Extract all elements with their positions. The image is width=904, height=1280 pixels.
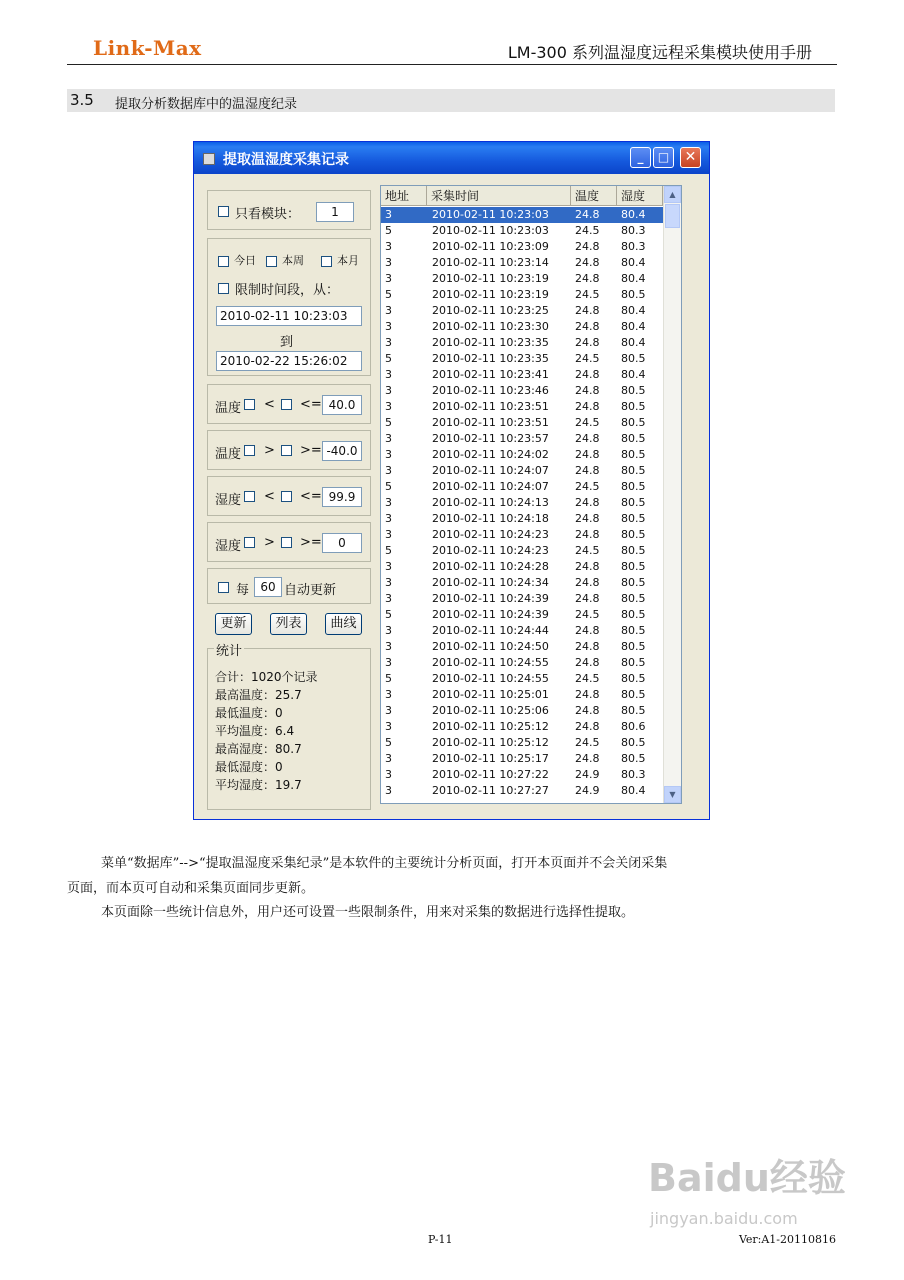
cell-humidity: 80.5 [621,672,646,685]
cell-time: 2010-02-11 10:24:07 [432,464,549,477]
cell-address: 3 [385,512,392,525]
cell-temperature: 24.8 [575,272,600,285]
filter-operator-1: > [264,535,275,550]
filter-checkbox-2[interactable] [281,537,292,548]
cell-humidity: 80.5 [621,352,646,365]
today-checkbox[interactable] [218,256,229,267]
auto-update-interval-input[interactable]: 60 [254,577,282,597]
filter-checkbox-2[interactable] [281,399,292,410]
table-row[interactable] [381,543,663,559]
stat-max-humidity: 最高湿度：80.7 [215,742,302,756]
cell-humidity: 80.5 [621,560,646,573]
cell-temperature: 24.8 [575,496,600,509]
cell-humidity: 80.3 [621,768,646,781]
cell-time: 2010-02-11 10:24:23 [432,544,549,557]
cell-address: 3 [385,640,392,653]
cell-humidity: 80.6 [621,720,646,733]
cell-time: 2010-02-11 10:24:23 [432,528,549,541]
cell-time: 2010-02-11 10:24:18 [432,512,549,525]
cell-humidity: 80.5 [621,464,646,477]
table-row[interactable] [381,351,663,367]
cell-temperature: 24.8 [575,624,600,637]
cell-address: 3 [385,256,392,269]
cell-address: 3 [385,448,392,461]
cell-temperature: 24.8 [575,432,600,445]
cell-temperature: 24.5 [575,416,600,429]
scroll-thumb[interactable] [665,204,680,228]
close-button[interactable]: ✕ [680,147,701,168]
watermark-logo: Baidu经验 [648,1156,846,1200]
week-checkbox[interactable] [266,256,277,267]
cell-temperature: 24.8 [575,400,600,413]
filter-operator-2: >= [300,443,322,458]
cell-humidity: 80.5 [621,656,646,669]
cell-address: 3 [385,368,392,381]
cell-temperature: 24.5 [575,352,600,365]
brand-logo: Link-Max [93,36,202,60]
temperature-max-filter [207,384,371,424]
cell-address: 3 [385,464,392,477]
cell-temperature: 24.8 [575,704,600,717]
cell-address: 3 [385,336,392,349]
table-row[interactable] [381,239,663,255]
cell-humidity: 80.5 [621,512,646,525]
cell-address: 3 [385,576,392,589]
cell-temperature: 24.5 [575,288,600,301]
filter-value-input[interactable]: 99.9 [322,487,362,507]
cell-humidity: 80.5 [621,752,646,765]
stat-avg-temperature: 平均温度：6.4 [215,724,295,738]
cell-humidity: 80.5 [621,448,646,461]
table-row[interactable] [381,255,663,271]
cell-time: 2010-02-11 10:25:12 [432,720,549,733]
minimize-button[interactable]: _ [630,147,651,168]
cell-time: 2010-02-11 10:24:07 [432,480,549,493]
cell-time: 2010-02-11 10:23:51 [432,416,549,429]
cell-time: 2010-02-11 10:25:01 [432,688,549,701]
table-row[interactable] [381,719,663,735]
list-header [381,186,681,206]
paragraph-1-line-1: 菜单“数据库”-->“提取温湿度采集纪录”是本软件的主要统计分析页面，打开本页面并不会关闭采集 [101,856,668,871]
cell-time: 2010-02-11 10:25:06 [432,704,549,717]
vertical-scrollbar[interactable] [663,186,681,803]
time-to-input[interactable]: 2010-02-22 15:26:02 [216,351,362,371]
cell-humidity: 80.5 [621,736,646,749]
cell-temperature: 24.8 [575,320,600,333]
cell-humidity: 80.5 [621,528,646,541]
cell-time: 2010-02-11 10:23:03 [432,224,549,237]
table-row[interactable] [381,335,663,351]
cell-temperature: 24.8 [575,528,600,541]
cell-temperature: 24.5 [575,608,600,621]
table-row[interactable] [381,783,663,799]
week-label: 本周 [282,254,304,267]
filter-value-input[interactable]: 0 [322,533,362,553]
column-header-temperature[interactable]: 温度 [571,186,617,206]
cell-temperature: 24.8 [575,720,600,733]
cell-temperature: 24.8 [575,240,600,253]
cell-time: 2010-02-11 10:24:39 [432,608,549,621]
scroll-down-button[interactable]: ▼ [664,786,681,803]
cell-temperature: 24.8 [575,592,600,605]
cell-temperature: 24.8 [575,656,600,669]
cell-address: 3 [385,432,392,445]
cell-time: 2010-02-11 10:27:27 [432,784,549,797]
table-row[interactable] [381,559,663,575]
cell-address: 3 [385,704,392,717]
cell-address: 5 [385,480,392,493]
stat-min-temperature: 最低温度：0 [215,706,283,720]
cell-address: 3 [385,208,392,221]
cell-temperature: 24.8 [575,512,600,525]
today-label: 今日 [234,254,256,267]
cell-time: 2010-02-11 10:24:28 [432,560,549,573]
to-label: 到 [280,335,294,350]
cell-address: 3 [385,592,392,605]
table-row[interactable] [381,495,663,511]
section-heading [67,89,835,112]
table-row[interactable] [381,415,663,431]
auto-update-checkbox[interactable] [218,582,229,593]
table-row[interactable] [381,767,663,783]
cell-temperature: 24.5 [575,672,600,685]
column-header-time[interactable]: 采集时间 [427,186,571,206]
cell-temperature: 24.5 [575,544,600,557]
cell-address: 3 [385,720,392,733]
auto-update-prefix: 每 [236,583,250,598]
filter-checkbox-1[interactable] [244,537,255,548]
time-filter-group [207,238,371,376]
cell-humidity: 80.5 [621,432,646,445]
cell-time: 2010-02-11 10:23:19 [432,272,549,285]
table-row[interactable] [381,287,663,303]
cell-address: 3 [385,752,392,765]
page-number: P-11 [428,1233,453,1246]
table-row[interactable] [381,271,663,287]
cell-time: 2010-02-11 10:23:19 [432,288,549,301]
cell-temperature: 24.8 [575,384,600,397]
cell-humidity: 80.5 [621,544,646,557]
table-row[interactable] [381,671,663,687]
filter-value-input[interactable]: -40.0 [322,441,362,461]
cell-temperature: 24.8 [575,336,600,349]
paragraph-1-line-2: 页面，而本页可自动和采集页面同步更新。 [67,881,315,896]
cell-temperature: 24.8 [575,688,600,701]
cell-temperature: 24.8 [575,256,600,269]
filter-operator-1: < [264,397,275,412]
cell-humidity: 80.5 [621,704,646,717]
table-row[interactable] [381,735,663,751]
table-row[interactable] [381,223,663,239]
cell-address: 3 [385,528,392,541]
filter-name: 湿度 [215,539,242,554]
table-row[interactable] [381,399,663,415]
filter-checkbox-1[interactable] [244,445,255,456]
filter-operator-1: > [264,443,275,458]
cell-temperature: 24.8 [575,368,600,381]
cell-address: 3 [385,656,392,669]
filter-checkbox-1[interactable] [244,491,255,502]
cell-humidity: 80.5 [621,480,646,493]
cell-time: 2010-02-11 10:24:44 [432,624,549,637]
cell-temperature: 24.8 [575,560,600,573]
baidu-watermark [648,1147,846,1228]
cell-time: 2010-02-11 10:23:46 [432,384,549,397]
cell-humidity: 80.5 [621,288,646,301]
cell-time: 2010-02-11 10:24:02 [432,448,549,461]
section-title: 提取分析数据库中的温湿度纪录 [115,97,298,112]
cell-address: 3 [385,304,392,317]
limit-time-checkbox[interactable] [218,283,229,294]
curve-button[interactable]: 曲线 [325,613,362,635]
table-row[interactable] [381,479,663,495]
cell-humidity: 80.3 [621,240,646,253]
cell-time: 2010-02-11 10:24:34 [432,576,549,589]
stat-max-temperature: 最高温度：25.7 [215,688,302,702]
cell-humidity: 80.5 [621,608,646,621]
cell-humidity: 80.3 [621,224,646,237]
table-row[interactable] [381,463,663,479]
cell-humidity: 80.4 [621,336,646,349]
table-row[interactable] [381,527,663,543]
table-row[interactable] [381,607,663,623]
cell-address: 5 [385,608,392,621]
watermark-url: jingyan.baidu.com [650,1209,798,1228]
cell-temperature: 24.8 [575,448,600,461]
cell-humidity: 80.5 [621,384,646,397]
cell-humidity: 80.5 [621,592,646,605]
version-label: Ver:A1-20110816 [738,1233,836,1246]
filter-operator-2: <= [300,397,322,412]
cell-humidity: 80.4 [621,208,646,221]
cell-time: 2010-02-11 10:23:14 [432,256,549,269]
cell-time: 2010-02-11 10:25:12 [432,736,549,749]
month-checkbox[interactable] [321,256,332,267]
filter-operator-2: >= [300,535,322,550]
auto-update-suffix: 自动更新 [284,583,337,598]
scroll-up-button[interactable]: ▲ [664,186,681,203]
column-header-address[interactable]: 地址 [381,186,427,206]
section-number: 3.5 [70,91,94,109]
cell-time: 2010-02-11 10:23:57 [432,432,549,445]
cell-time: 2010-02-11 10:23:30 [432,320,549,333]
cell-address: 3 [385,320,392,333]
month-label: 本月 [337,254,359,267]
maximize-button[interactable]: □ [653,147,674,168]
limit-time-label: 限制时间段，从： [235,283,340,298]
filter-name: 温度 [215,447,242,462]
table-row[interactable] [381,751,663,767]
auto-update-group [207,568,371,604]
humidity-max-filter [207,476,371,516]
document-title: LM-300 系列温湿度远程采集模块使用手册 [507,43,812,62]
cell-time: 2010-02-11 10:23:25 [432,304,549,317]
cell-time: 2010-02-11 10:24:55 [432,656,549,669]
temperature-min-filter [207,430,371,470]
cell-temperature: 24.5 [575,224,600,237]
cell-humidity: 80.5 [621,624,646,637]
cell-temperature: 24.8 [575,208,600,221]
dialog-window [193,141,710,820]
table-row[interactable] [381,207,663,223]
cell-address: 3 [385,496,392,509]
time-from-input[interactable]: 2010-02-11 10:23:03 [216,306,362,326]
humidity-min-filter [207,522,371,562]
table-row[interactable] [381,655,663,671]
filter-name: 湿度 [215,493,242,508]
cell-temperature: 24.5 [575,736,600,749]
app-icon [203,153,215,165]
cell-time: 2010-02-11 10:25:17 [432,752,549,765]
cell-temperature: 24.5 [575,480,600,493]
filter-name: 温度 [215,401,242,416]
stats-title: 统计 [214,640,244,659]
cell-address: 3 [385,784,392,797]
table-row[interactable] [381,703,663,719]
cell-humidity: 80.5 [621,400,646,413]
cell-time: 2010-02-11 10:27:22 [432,768,549,781]
table-row[interactable] [381,575,663,591]
table-row[interactable] [381,383,663,399]
cell-humidity: 80.5 [621,416,646,429]
table-row[interactable] [381,687,663,703]
only-module-label: 只看模块： [235,207,301,222]
cell-time: 2010-02-11 10:23:03 [432,208,549,221]
cell-humidity: 80.4 [621,368,646,381]
cell-address: 3 [385,272,392,285]
cell-humidity: 80.4 [621,304,646,317]
cell-address: 3 [385,688,392,701]
filter-checkbox-2[interactable] [281,445,292,456]
cell-humidity: 80.5 [621,496,646,509]
cell-address: 3 [385,400,392,413]
cell-time: 2010-02-11 10:23:09 [432,240,549,253]
cell-address: 5 [385,672,392,685]
stat-total: 合计：1020个记录 [215,670,318,684]
window-title: 提取温湿度采集记录 [223,152,349,168]
table-row[interactable] [381,639,663,655]
cell-time: 2010-02-11 10:24:13 [432,496,549,509]
cell-address: 3 [385,384,392,397]
module-number-input[interactable]: 1 [316,202,354,222]
cell-humidity: 80.5 [621,640,646,653]
filter-checkbox-2[interactable] [281,491,292,502]
cell-time: 2010-02-11 10:24:50 [432,640,549,653]
cell-temperature: 24.8 [575,304,600,317]
filter-value-input[interactable]: 40.0 [322,395,362,415]
cell-temperature: 24.9 [575,784,600,797]
cell-humidity: 80.5 [621,688,646,701]
list-button[interactable]: 列表 [270,613,307,635]
cell-time: 2010-02-11 10:24:39 [432,592,549,605]
paragraph-2: 本页面除一些统计信息外，用户还可设置一些限制条件，用来对采集的数据进行选择性提取。 [101,905,635,920]
table-row[interactable] [381,623,663,639]
cell-address: 3 [385,768,392,781]
filter-checkbox-1[interactable] [244,399,255,410]
cell-address: 3 [385,240,392,253]
header-rule [67,64,837,65]
cell-address: 5 [385,288,392,301]
cell-humidity: 80.4 [621,272,646,285]
cell-address: 3 [385,560,392,573]
cell-address: 5 [385,224,392,237]
only-module-checkbox[interactable] [218,206,229,217]
cell-address: 5 [385,416,392,429]
filter-operator-2: <= [300,489,322,504]
cell-time: 2010-02-11 10:23:41 [432,368,549,381]
column-header-humidity[interactable]: 湿度 [617,186,663,206]
stat-avg-humidity: 平均湿度：19.7 [215,778,302,792]
cell-address: 5 [385,544,392,557]
update-button[interactable]: 更新 [215,613,252,635]
cell-time: 2010-02-11 10:24:55 [432,672,549,685]
cell-address: 5 [385,352,392,365]
cell-time: 2010-02-11 10:23:35 [432,336,549,349]
cell-temperature: 24.8 [575,752,600,765]
table-row[interactable] [381,447,663,463]
stat-min-humidity: 最低湿度：0 [215,760,283,774]
cell-temperature: 24.8 [575,576,600,589]
title-bar[interactable] [194,142,709,174]
cell-time: 2010-02-11 10:23:51 [432,400,549,413]
records-list[interactable] [380,185,682,804]
cell-address: 5 [385,736,392,749]
filter-operator-1: < [264,489,275,504]
table-row[interactable] [381,367,663,383]
table-row[interactable] [381,591,663,607]
cell-humidity: 80.5 [621,576,646,589]
table-row[interactable] [381,303,663,319]
cell-humidity: 80.4 [621,784,646,797]
cell-temperature: 24.8 [575,464,600,477]
cell-temperature: 24.9 [575,768,600,781]
cell-humidity: 80.4 [621,320,646,333]
cell-humidity: 80.4 [621,256,646,269]
cell-time: 2010-02-11 10:23:35 [432,352,549,365]
cell-temperature: 24.8 [575,640,600,653]
cell-address: 3 [385,624,392,637]
table-row[interactable] [381,431,663,447]
table-row[interactable] [381,511,663,527]
module-filter-group [207,190,371,230]
table-row[interactable] [381,319,663,335]
